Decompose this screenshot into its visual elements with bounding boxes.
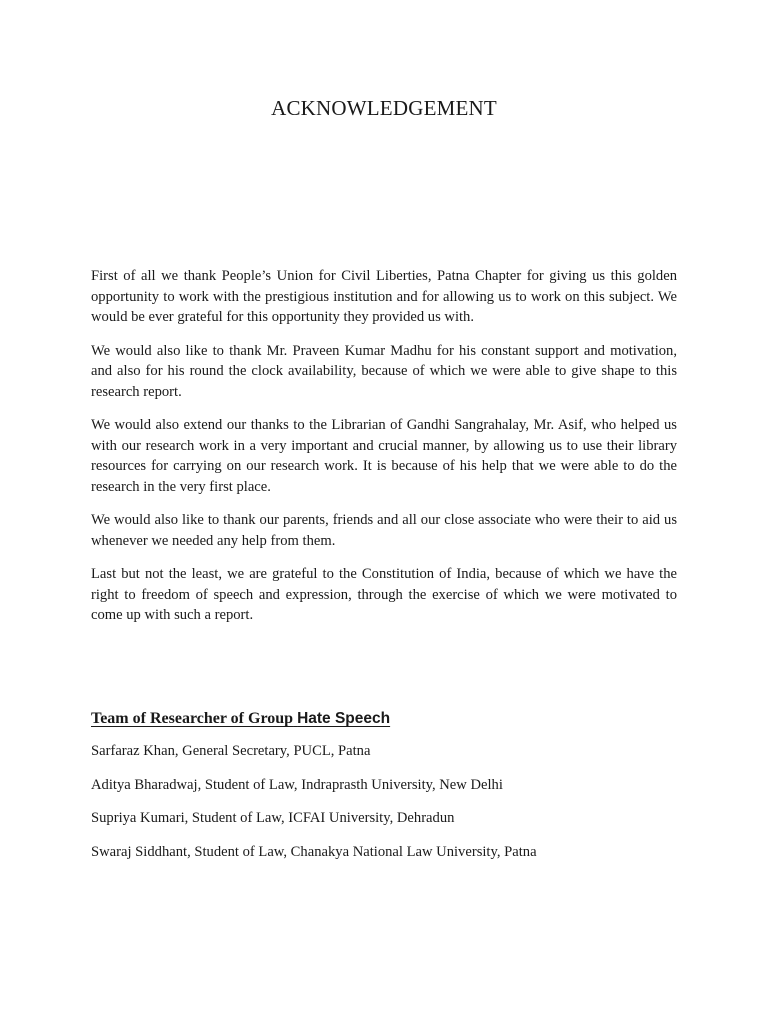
paragraph: We would also extend our thanks to the Librarian of Gandhi Sangrahalay, Mr. Asif, who helped us with our research work in a very important and crucial manner, by allowing us to use their library resources for carrying on our research work. It is because of his help that we were able to do the research in the very first place. — [91, 417, 677, 495]
paragraph: We would also like to thank Mr. Praveen Kumar Madhu for his constant support and motivation, and also for his round the clock availability, because of which we were able to give shape to this research report. — [91, 342, 677, 400]
team-member: Aditya Bharadwaj, Student of Law, Indraprasth University, New Delhi — [91, 776, 503, 793]
acknowledgement-body — [91, 266, 677, 639]
team-heading-prefix: Team of Researcher of Group — [91, 710, 294, 727]
research-team-section — [91, 710, 691, 876]
page-title: ACKNOWLEDGEMENT — [271, 96, 497, 120]
paragraph: We would also like to thank our parents, friends and all our close associate who were their to aid us whenever we needed any help from them. — [91, 512, 677, 549]
team-member: Supriya Kumari, Student of Law, ICFAI University, Dehradun — [91, 810, 455, 826]
paragraph: First of all we thank People’s Union for Civil Liberties, Patna Chapter for giving us this golden opportunity to work with the prestigious institution and for allowing us to work on this subject. We would be ever grateful for this opportunity they provided us with. — [91, 268, 677, 325]
paragraph: Last but not the least, we are grateful to the Constitution of India, because of which we have the right to freedom of speech and expression, through the exercise of which we were motivated to come up with such a report. — [91, 566, 677, 623]
team-member: Sarfaraz Khan, General Secretary, PUCL, Patna — [91, 743, 371, 759]
team-heading — [91, 710, 691, 728]
team-heading-group: Hate Speech — [297, 710, 391, 727]
team-member: Swaraj Siddhant, Student of Law, Chanakya National Law University, Patna — [91, 843, 537, 860]
